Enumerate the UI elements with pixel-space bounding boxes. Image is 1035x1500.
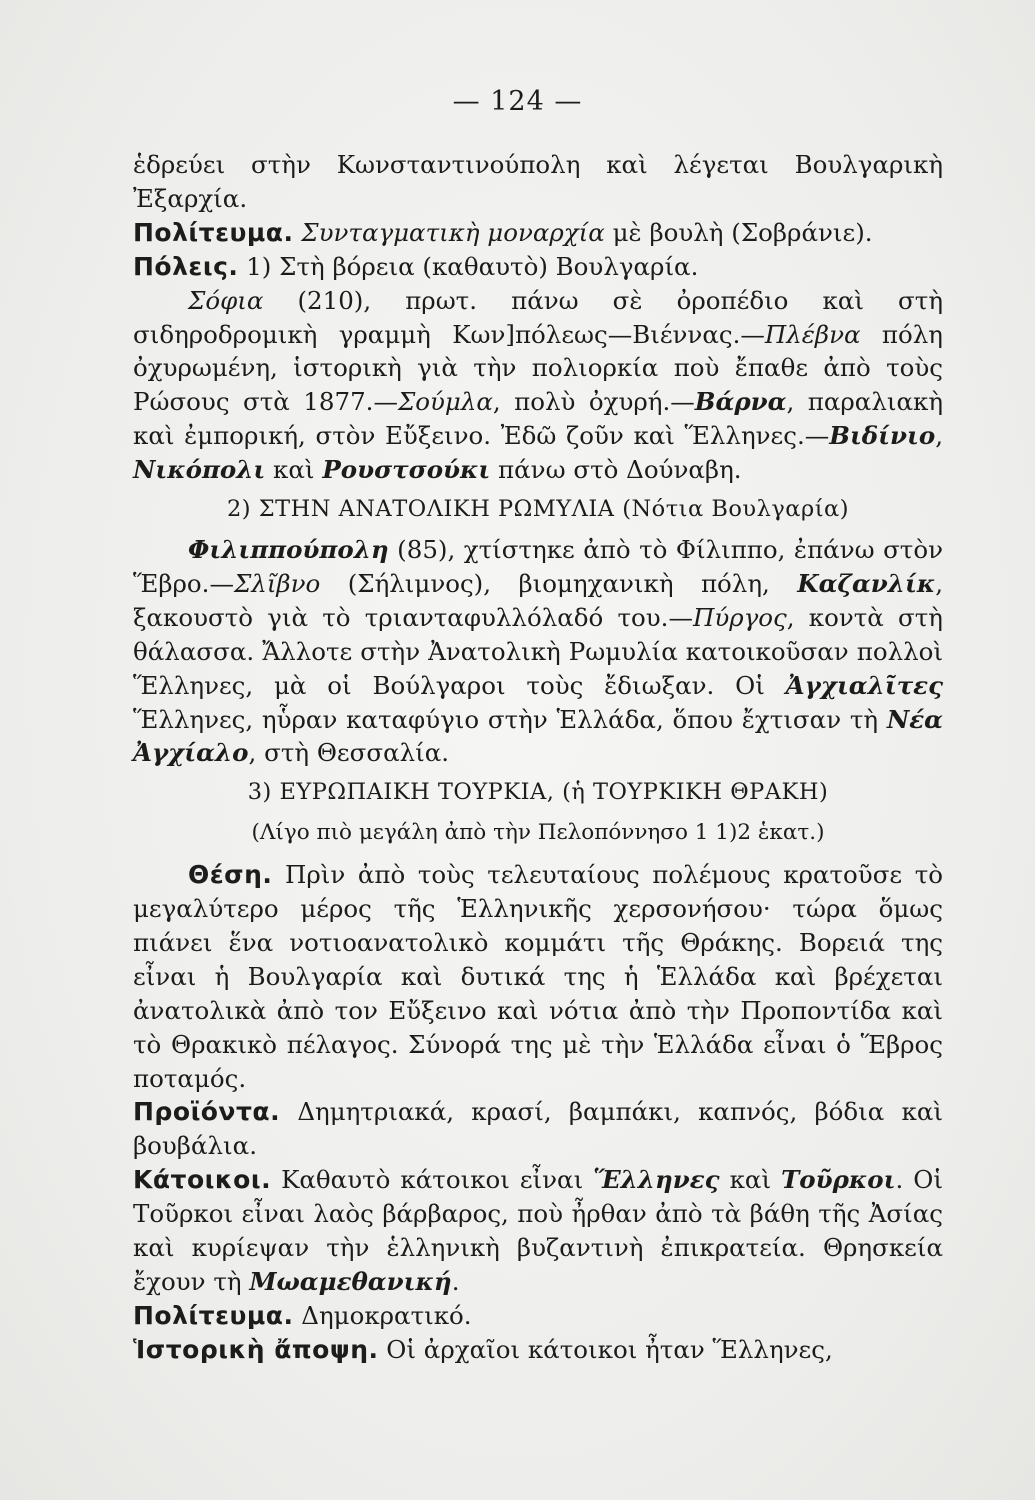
section-heading (133, 493, 943, 527)
section-keyword: Κάτοικοι. (133, 1165, 272, 1195)
text-run: , πολὺ ὀχυρή.— (492, 387, 695, 417)
paragraph (133, 250, 943, 284)
paragraph (133, 1299, 943, 1333)
paragraph (133, 1163, 943, 1299)
emphasis-text: Φιλιππούπολη (188, 534, 389, 564)
text-run: , στὴ Θεσσαλία. (248, 738, 450, 768)
text-run: πάνω στὸ Δούναβη. (490, 455, 742, 485)
emphasis-text: Συνταγματικὴ μοναρχία (301, 217, 605, 247)
text-run: 1) Στὴ βόρεια (καθαυτὸ) Βουλγαρία. (238, 251, 699, 281)
text-run: 2) ΣΤΗΝ ΑΝΑΤΟΛΙΚΗ ΡΩΜΥΛΙΑ (Νότια Βουλγαρία) (226, 496, 849, 523)
text-run: Δημοκρατικό. (293, 1300, 472, 1330)
text-run: , (935, 421, 943, 451)
body-text (133, 148, 943, 1367)
text-run: Οἱ ἀρχαῖοι κάτοικοι ἦταν Ἕλληνες, (378, 1334, 833, 1364)
emphasis-text: Ἀγχιαλῖτες (785, 670, 943, 700)
emphasis-text: Τοῦρκοι (781, 1165, 896, 1195)
text-run: μὲ βουλὴ (Σοβράνιε). (604, 217, 873, 247)
emphasis-text: Σόφια (188, 285, 264, 315)
text-run: (Λίγο πιὸ μεγάλη ἀπὸ τὴν Πελοπόννησο 1 1)2 ἑκατ.) (251, 820, 825, 846)
emphasis-text: Καζανλίκ (797, 568, 936, 598)
emphasis-text: Νικόπολι (133, 455, 266, 485)
paragraph (133, 1095, 943, 1163)
text-run: καὶ (719, 1165, 782, 1195)
emphasis-text: Βιδίνιο (829, 421, 936, 451)
text-run: Πρὶν ἀπὸ τοὺς τελευταίους πολέμους κρατοῦσε τὸ μεγαλύτερο μέρος τῆς Ἑλληνικῆς χερσονήσου· τώρα ὅμως πιάνει ἕνα νοτιοανατολικὸ κομμάτι τῆς Θράκης. Βορειά της εἶναι ἡ Βουλγαρία καὶ δυτικά της ἡ Ἑλλάδα καὶ βρέχεται ἀνατολικὰ ἀπὸ τον Εὔξεινο καὶ νότια ἀπὸ τὴν Προποντίδα καὶ τὸ Θρακικὸ πέλαγος. Σύνορά της μὲ τὴν Ἑλλάδα εἶναι ὁ Ἕβρος ποταμός. (133, 860, 943, 1093)
paragraph (133, 216, 943, 250)
text-run: , παραλιακὴ καὶ ἐμπορική, στὸν Εὔξεινο. Ἐδῶ ζοῦν καὶ Ἕλληνες.— (133, 387, 944, 451)
paragraph (133, 858, 943, 1095)
emphasis-text: Σούμλα (397, 387, 493, 417)
section-keyword: Πολίτευμα. (133, 217, 294, 247)
text-run: καὶ (265, 455, 323, 485)
text-run: ἑδρεύει στὴν Κωνσταντινούπολη καὶ λέγεται Βουλγαρικὴ Ἐξαρχία. (133, 150, 943, 213)
text-run: . (451, 1267, 460, 1296)
text-run: , κοντὰ στὴ θάλασσα. Ἄλλοτε στὴν Ἀνατολικὴ Ρωμυλία κατοικοῦσαν πολλοὶ Ἕλληνες, μὰ οἱ Βούλγαροι τοὺς ἔδιωξαν. Οἱ (133, 602, 943, 700)
emphasis-text: Πύργος (692, 602, 787, 632)
section-keyword: Ἱστορικὴ ἄποψη. (133, 1334, 379, 1364)
text-run: . Οἱ Τοῦρκοι εἶναι λαὸς βάρβαρος, ποὺ ἦρθαν ἀπὸ τὰ βάθη τῆς Ἀσίας καὶ κυρίεψαν τὴν ἑλληνικὴ βυζαντινὴ ἐπικρατεία. Θρησκεία ἔχουν τὴ (133, 1165, 943, 1296)
text-run: , ξακουστὸ γιὰ τὸ τριανταφυλλόλαδό του.— (133, 568, 943, 632)
text-run: Δημητριακά, κρασί, βαμπάκι, καπνός, βόδια καὶ βουβάλια. (133, 1097, 943, 1161)
emphasis-text: Μωαμεθανική (249, 1267, 452, 1296)
section-note (133, 816, 943, 850)
text-run: πόλη ὀχυρωμένη, ἱστορικὴ γιὰ τὴν πολιορκία ποὺ ἔπαθε ἀπὸ τοὺς Ρώσους στὰ 1877.— (133, 319, 943, 417)
emphasis-text: Νέα Ἀγχίαλο (133, 704, 943, 768)
page-number: — 124 — (452, 86, 583, 117)
section-keyword: Πόλεις. (133, 251, 239, 281)
emphasis-text: Ρουστσούκι (322, 455, 491, 485)
section-keyword: Θέση. (188, 860, 273, 890)
text-run: Ἕλληνες, ηὗραν καταφύγιο στὴν Ἑλλάδα, ὅπου ἔχτισαν τὴ (133, 704, 887, 734)
text-run: 3) ΕΥΡΩΠΑΙΚΗ ΤΟΥΡΚΙΑ, (ἡ ΤΟΥΡΚΙΚΗ ΘΡΑΚΗ) (247, 779, 829, 806)
emphasis-text: Πλέβνα (764, 319, 861, 349)
paragraph (133, 148, 943, 216)
text-run: Καθαυτὸ κάτοικοι εἶναι (271, 1165, 594, 1195)
paragraph (133, 1333, 943, 1367)
emphasis-text: Σλῖβνο (233, 568, 321, 598)
paragraph (133, 533, 943, 770)
text-run: (Σήλιμνος), βιομηχανικὴ πόλη, (320, 568, 798, 598)
paragraph (133, 284, 943, 487)
text-run: (85), χτίστηκε ἀπὸ τὸ Φίλιππο, ἐπάνω στὸν Ἕβρο.— (133, 534, 943, 598)
emphasis-text: Ἕλληνες (593, 1165, 720, 1195)
section-keyword: Πολίτευμα. (133, 1300, 294, 1330)
section-heading (133, 776, 943, 810)
section-keyword: Προϊόντα. (133, 1097, 281, 1127)
emphasis-text: Βάρνα (694, 387, 787, 417)
text-run: (210), πρωτ. πάνω σὲ ὀροπέδιο καὶ στὴ σιδηροδρομικὴ γραμμὴ Κων]πόλεως—Βιέννας.— (133, 285, 943, 349)
